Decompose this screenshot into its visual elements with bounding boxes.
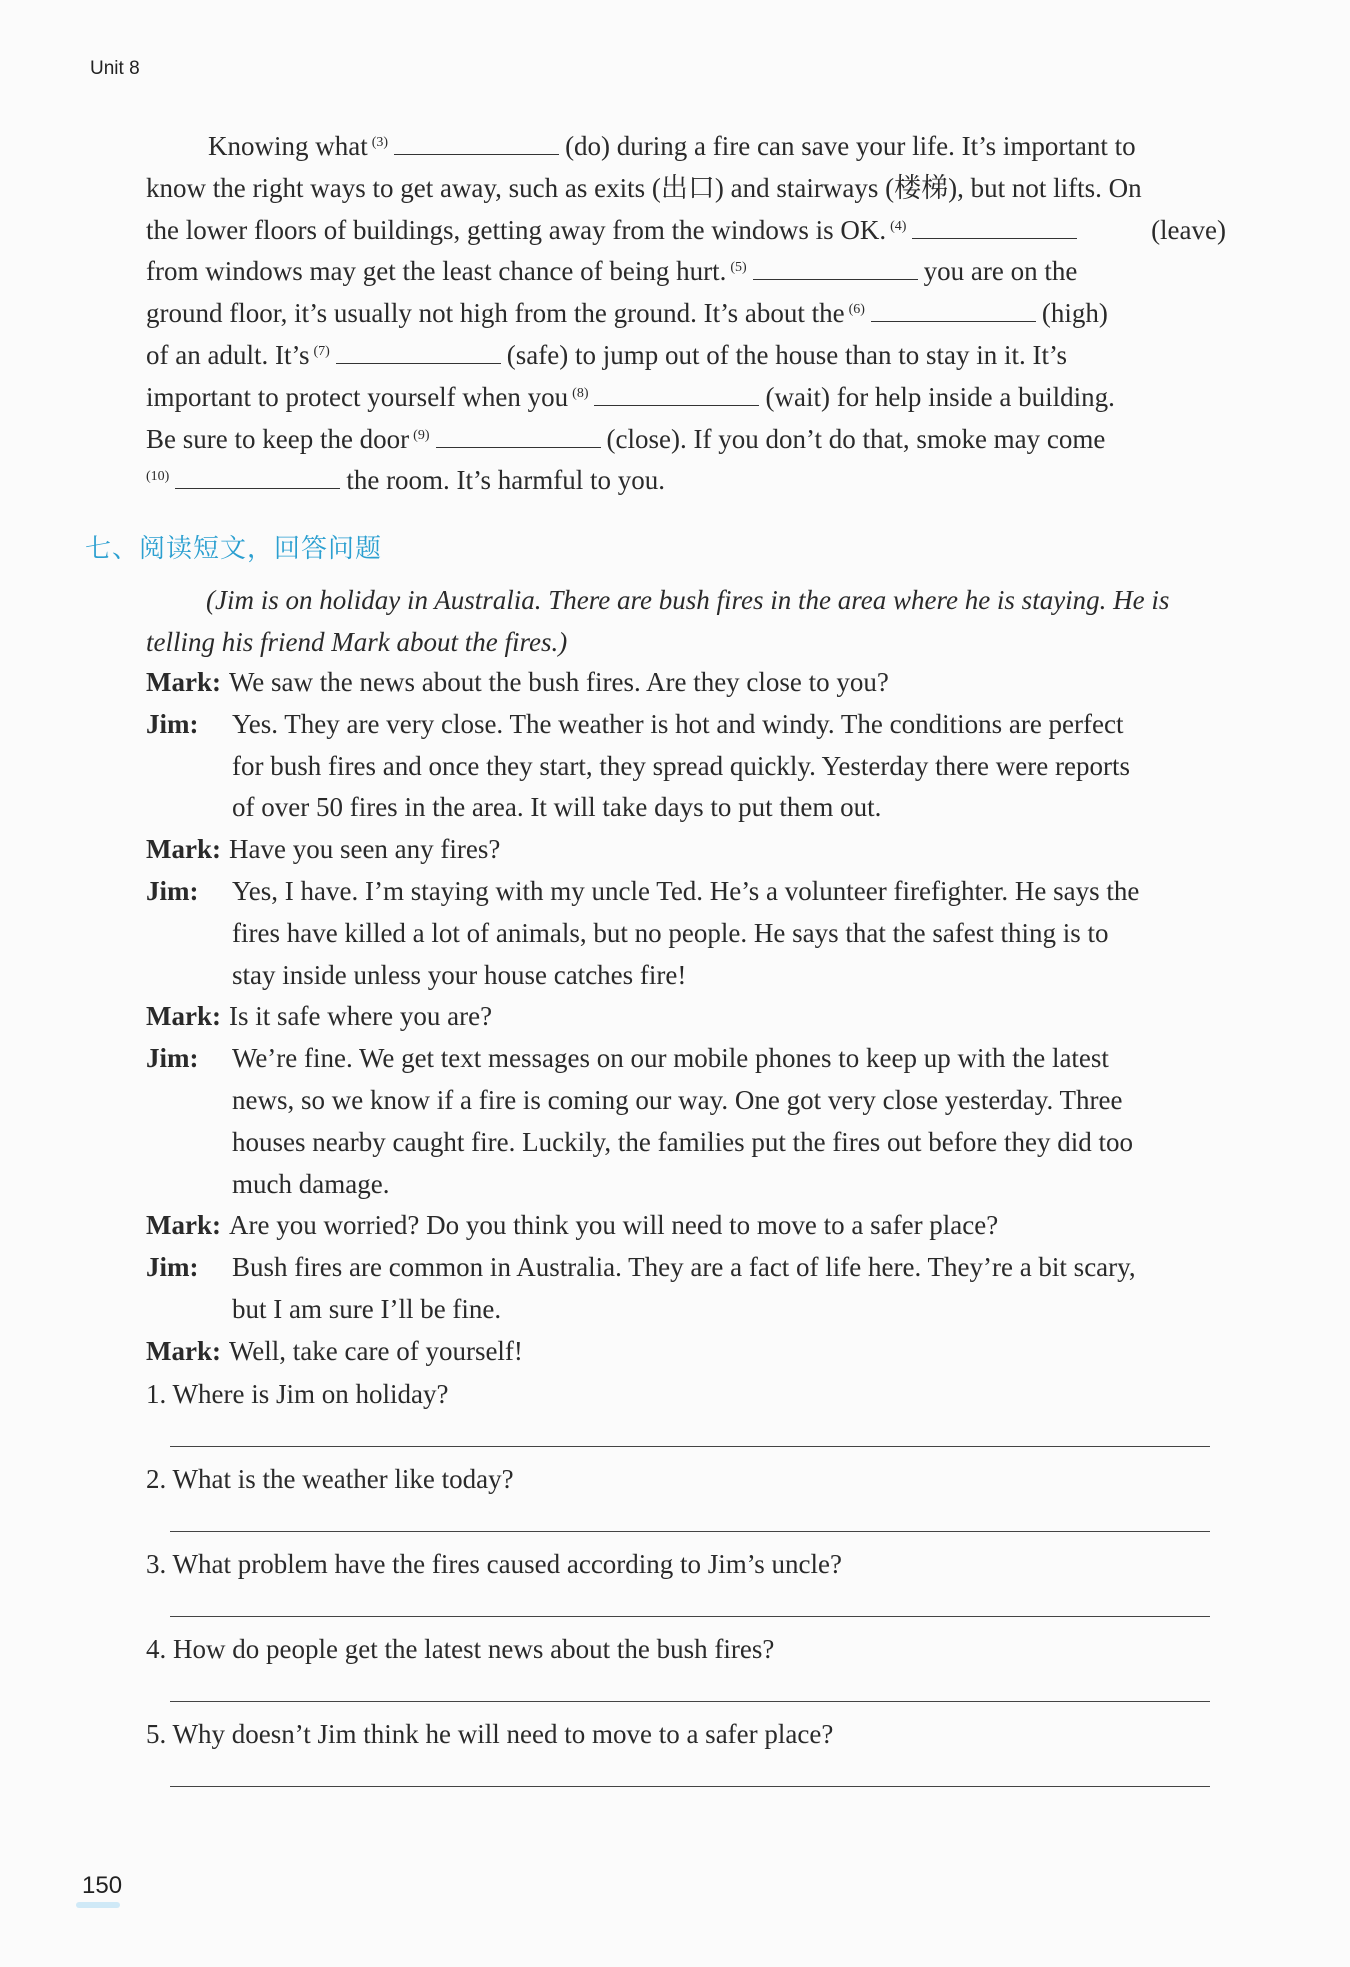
question-item [146,1714,1226,1799]
cloze-line [146,377,1226,419]
cloze-blank-7[interactable] [336,341,501,364]
cloze-line [146,210,1226,252]
blank-number: (7) [313,343,330,359]
cloze-text: (leave) [1151,214,1226,245]
speech-line: Yes. They are very close. The weather is hot and windy. The conditions are perfect [232,708,1124,739]
intro-line: (Jim is on holiday in Australia. There are bush fires in the area where he is staying. He is [206,585,1170,615]
cloze-text: from windows may get the least chance of being hurt. [146,256,727,287]
cloze-text: know the right ways to get away, such as exits (出口) and stairways (楼梯), but not lifts. On [146,172,1142,203]
answer-line[interactable] [170,1701,1210,1702]
speaker-name: Mark: [146,667,221,697]
dialogue-turn [146,662,1226,704]
speaker-name: Mark: [146,1335,221,1366]
question-text: 2. What is the weather like today? [146,1464,514,1494]
dialogue-turn [146,829,1226,871]
dialogue-turn [146,1247,1226,1331]
cloze-text: you are on the [923,256,1078,287]
speech-line: Is it safe where you are? [228,1001,493,1032]
speaker-name: Jim: [146,1252,199,1283]
question-text: 4. How do people get the latest news about the bush fires? [146,1634,775,1664]
speech-line: We’re fine. We get text messages on our mobile phones to keep up with the latest [232,1043,1109,1074]
dialogue-turn [146,1205,1226,1247]
speaker-name: Jim: [146,1043,199,1074]
cloze-text: the lower floors of buildings, getting away from the windows is OK. [146,214,887,245]
blank-number: (4) [890,218,907,234]
cloze-text: (do) during a fire can save your life. It’s important to [565,131,1136,161]
question-text: 1. Where is Jim on holiday? [146,1379,449,1409]
blank-number: (3) [371,135,389,150]
speech-line: Have you seen any fires? [228,834,501,865]
speech-line: Well, take care of yourself! [228,1335,523,1366]
page-number-highlight [76,1902,120,1908]
cloze-text: Be sure to keep the door [146,423,410,454]
question-item [146,1459,1226,1544]
reading-intro [146,580,1226,664]
speech-line: fires have killed a lot of animals, but no people. He says that the safest thing is to [232,917,1109,948]
cloze-line [146,251,1226,293]
cloze-blank-8[interactable] [594,383,759,406]
cloze-text: (wait) for help inside a building. [765,381,1115,412]
cloze-blank-10[interactable] [175,466,340,489]
speech-line: Are you worried? Do you think you will need to move to a safer place? [228,1210,999,1241]
speech-line: We saw the news about the bush fires. Are they close to you? [228,667,889,697]
blank-number: (10) [146,469,170,485]
question-list [146,1374,1226,1799]
question-item [146,1544,1226,1629]
section-title: 七、阅读短文，回答问题 [85,534,383,564]
cloze-blank-9[interactable] [436,425,601,448]
speaker-name: Mark: [146,1001,221,1032]
cloze-line [146,293,1226,335]
cloze-line [146,419,1226,461]
speaker-name: Mark: [146,834,221,865]
page-number: 150 [82,1872,123,1899]
cloze-blank-5[interactable] [753,257,918,280]
answer-line[interactable] [170,1531,1210,1532]
question-text: 3. What problem have the fires caused according to Jim’s uncle? [146,1549,843,1579]
unit-label: Unit 8 [90,58,140,79]
cloze-text: ground floor, it’s usually not high from the ground. It’s about the [146,298,845,329]
speech-line: Yes, I have. I’m staying with my uncle Ted. He’s a volunteer firefighter. He says the [232,875,1140,906]
speech-line: Bush fires are common in Australia. They are a fact of life here. They’re a bit scary, [232,1252,1136,1283]
cloze-blank-6[interactable] [871,299,1036,322]
cloze-text: important to protect yourself when you [146,381,569,412]
question-text: 5. Why doesn’t Jim think he will need to move to a safer place? [146,1719,834,1749]
dialogue-turn [146,1038,1226,1205]
intro-line: telling his friend Mark about the fires.) [146,626,568,657]
cloze-line [146,460,1226,502]
cloze-line [146,126,1226,168]
cloze-text: of an adult. It’s [146,339,310,370]
dialogue-turn [146,871,1226,996]
cloze-line [146,335,1226,377]
speech-line: news, so we know if a fire is coming our way. One got very close yesterday. Three [232,1084,1123,1115]
cloze-text: Knowing what [208,131,368,161]
dialogue-turn [146,996,1226,1038]
dialogue-turn [146,704,1226,829]
speech-line: houses nearby caught fire. Luckily, the families put the fires out before they did too [232,1126,1133,1157]
speech-line: stay inside unless your house catches fire! [232,959,687,990]
blank-number: (6) [848,302,865,318]
dialogue [146,662,1226,1373]
speaker-name: Jim: [146,875,199,906]
dialogue-turn [146,1331,1226,1373]
cloze-text: the room. It’s harmful to you. [346,465,666,496]
cloze-blank-3[interactable] [394,132,559,155]
speaker-name: Jim: [146,708,199,739]
blank-number: (5) [730,260,747,276]
question-item [146,1374,1226,1459]
answer-line[interactable] [170,1616,1210,1617]
cloze-blank-4[interactable] [912,216,1077,239]
cloze-text: (safe) to jump out of the house than to stay in it. It’s [506,339,1067,370]
speaker-name: Mark: [146,1210,221,1241]
speech-line: of over 50 fires in the area. It will take days to put them out. [232,792,882,823]
answer-line[interactable] [170,1786,1210,1787]
answer-line[interactable] [170,1446,1210,1447]
cloze-text: (high) [1041,298,1108,329]
speech-line: but I am sure I’ll be fine. [232,1293,502,1324]
blank-number: (8) [572,385,589,401]
speech-line: for bush fires and once they start, they spread quickly. Yesterday there were reports [232,750,1130,781]
blank-number: (9) [413,427,430,443]
speech-line: much damage. [232,1168,390,1199]
cloze-passage [146,126,1226,502]
cloze-text: (close). If you don’t do that, smoke may come [606,423,1106,454]
cloze-line [146,168,1226,210]
question-item [146,1629,1226,1714]
